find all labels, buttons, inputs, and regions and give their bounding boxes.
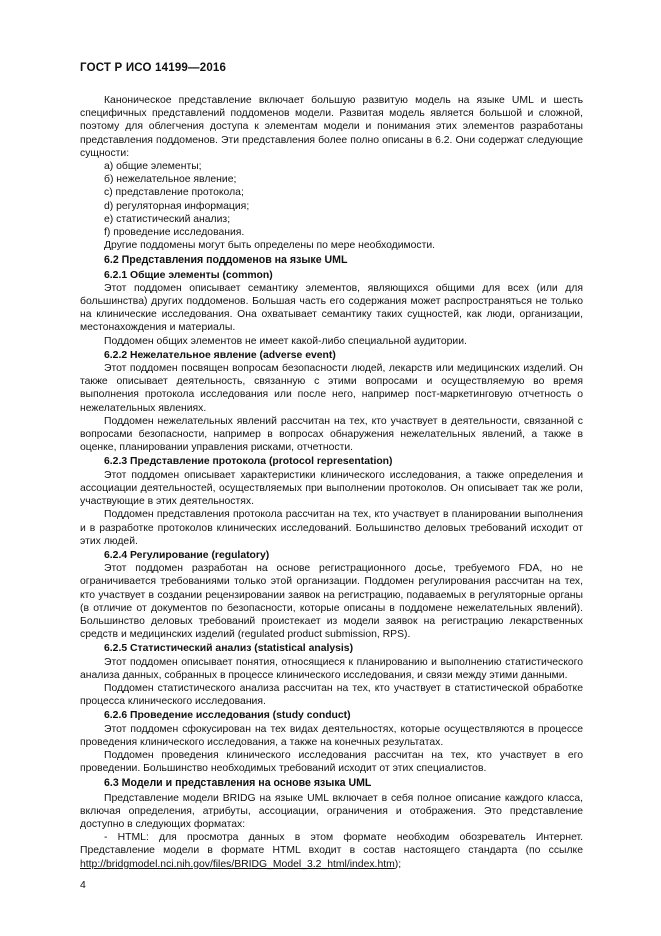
- section-6-2-5-audience: Поддомен статистического анализа рассчитан на тех, кто участвует в статистической обработке процесса клинического исследования.: [80, 682, 583, 708]
- section-6-2-6-audience: Поддомен проведения клинического исследования рассчитан на тех, кто участвует в его проведении. Большинство необходимых требований исходит от этих специалистов.: [80, 749, 583, 775]
- section-6-2-2-audience: Поддомен нежелательных явлений рассчитан на тех, кто участвует в деятельности, связанной с вопросами безопасности, например в вопросах обнаружения нежелательных явлений, а также в оценке, планировании управления рисками, отчетности.: [80, 415, 583, 454]
- html-format-text: - HTML: для просмотра данных в этом формате необходим обозреватель Интернет. Представление модели в формате HTML входит в состав настоящего стандарта (по ссылке: [80, 832, 583, 857]
- section-6-2-6-heading: 6.2.6 Проведение исследования (study conduct): [104, 710, 351, 722]
- standard-header: ГОСТ Р ИСО 14199—2016: [80, 62, 227, 74]
- list-item: б) нежелательное явление;: [104, 174, 237, 186]
- section-6-2-4-heading: 6.2.4 Регулирование (regulatory): [104, 549, 270, 561]
- section-6-2-1-audience: Поддомен общих элементов не имеет какой-либо специальной аудитории.: [104, 335, 467, 347]
- intro-paragraph: Каноническое представление включает большую развитую модель на языке UML и шесть специфичных представлений поддоменов модели. Развитая модель является большой и сложной, поэтому для облегчения доступа к элементам модели и понимания этих элементов разработаны представления поддоменов. Эти представления более полно описаны в 6.2. Они содержат следующие сущности:: [80, 95, 583, 159]
- section-6-2-5-heading: 6.2.5 Статистический анализ (statistical analysis): [104, 643, 354, 655]
- page-body: [80, 94, 583, 871]
- subdomain-list: [80, 160, 583, 239]
- intro-closing: Другие поддомены могут быть определены по мере необходимости.: [104, 240, 436, 252]
- section-6-3-text: Представление модели BRIDG на языке UML включает в себя полное описание каждого класса, включая определения, атрибуты, ассоциации, ограничения и отображения. Это представление доступно в следующих форматах:: [80, 792, 583, 830]
- list-item: а) общие элементы;: [104, 161, 202, 173]
- list-item: f) проведение исследования.: [104, 227, 245, 239]
- section-6-2-2-heading: 6.2.2 Нежелательное явление (adverse event): [104, 349, 336, 361]
- bridg-html-link[interactable]: http://bridgmodel.nci.nih.gov/files/BRIDG_Model_3.2_html/index.htm: [80, 858, 395, 870]
- section-6-2-1-text: Этот поддомен описывает семантику элементов, являющихся общими для всех (или для большинства) других поддоменов. Большая часть его содержания может распространяться не только на клинические исследования. Она охватывает семантику таких сущностей, как люди, организации, местонахождения и материалы.: [80, 282, 583, 334]
- section-6-3-html-format: [80, 831, 583, 871]
- section-6-2-4-text: Этот поддомен разработан на основе регистрационного досье, требуемого FDA, но не ограничивается требованиями только этой организации. Поддомен регулирования рассчитан на тех, кто участвует в создании рецензировании заявок на регистрацию, подаваемых в регуляторные органы (в отличие от документов по безопасности, которые описаны в поддомене нежелательных явлений). Большинство деловых требований проистекает из модели заявок на регистрацию лекарственных средств и медицинских изделий (regulated product submission, RPS).: [80, 563, 584, 641]
- list-item: е) статистический анализ;: [104, 213, 231, 225]
- section-6-2-2-text: Этот поддомен посвящен вопросам безопасности людей, лекарств или медицинских изделий. Он также описывает деятельность, связанную с этими вопросами и осуществляемую во время выполнения протокола исследования или после него, например пост-маркетинговую отчетность о нежелательных явлениях.: [80, 363, 583, 414]
- section-6-2-heading: 6.2 Представления поддоменов на языке UML: [104, 254, 348, 267]
- list-item: с) представление протокола;: [104, 187, 244, 199]
- section-6-2-1-heading: 6.2.1 Общие элементы (common): [104, 269, 273, 281]
- section-6-2-3-text: Этот поддомен описывает характеристики клинического исследования, а также определения и ассоциации деятельностей, осуществляемых при выполнении протоколов. Он описывает так же роли, участвующие в этих деятельностях.: [80, 469, 583, 508]
- section-6-2-3-audience: Поддомен представления протокола рассчитан на тех, кто участвует в планировании выполнения и в разработке протоколов клинических исследований. Большинство деловых требований исходит от этих людей.: [80, 509, 583, 547]
- section-6-3-heading: 6.3 Модели и представления на основе языка UML: [104, 777, 372, 790]
- page-number: 4: [80, 880, 86, 891]
- section-6-2-5-text: Этот поддомен описывает понятия, относящиеся к планированию и выполнению статистического анализа данных, собранных в процессе клинического исследования, и связи между этими данными.: [80, 656, 583, 681]
- html-format-end: );: [394, 858, 402, 870]
- section-6-2-3-heading: 6.2.3 Представление протокола (protocol representation): [104, 456, 393, 468]
- list-item: d) регуляторная информация;: [104, 200, 250, 212]
- section-6-2-6-text: Этот поддомен сфокусирован на тех видах деятельностях, которые осуществляются в процессе проведения клинического исследования, а также на конечных результатах.: [80, 723, 583, 748]
